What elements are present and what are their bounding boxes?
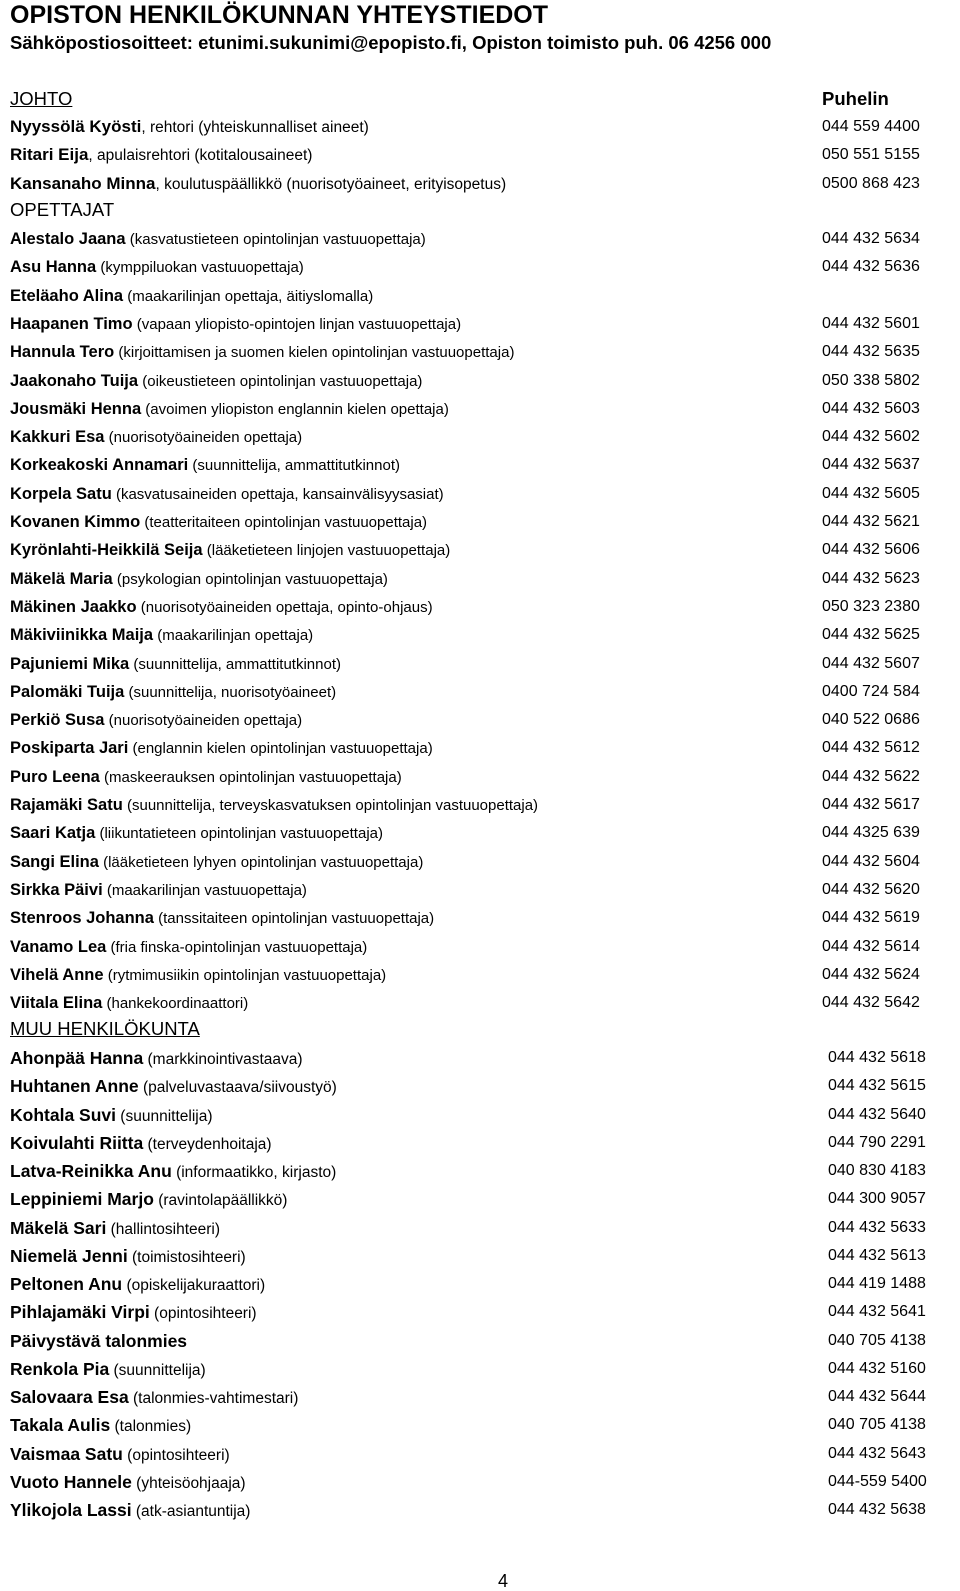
contact-name: Peltonen Anu [10,1274,123,1294]
contact-name: Niemelä Jenni [10,1245,128,1266]
contact-role: (opiskelijakuraattori) [122,1277,266,1294]
contact-phone: 044 432 5642 [822,994,920,1012]
contact-row [10,338,960,366]
contact-role: (suunnittelija) [116,1107,213,1125]
contact-name: Salovaara Esa [10,1387,129,1407]
contact-row [10,989,960,1017]
contact-role: (rytmimusiikin opintolinjan vastuuopettaja) [103,966,387,984]
contact-phone: 044 432 5604 [822,852,920,870]
section-heading-johto: JOHTO [10,88,73,109]
contact-phone: 044 432 5618 [828,1049,926,1066]
contact-name: Alestalo Jaana [10,230,126,248]
contact-row [10,1298,960,1326]
contact-row [10,170,960,198]
contact-row [10,1468,960,1496]
contact-role: (kirjoittamisen ja suomen kielen opintolinjan vastuuopettaja) [114,344,515,362]
contact-name: Vuoto Hannele [10,1471,132,1492]
contact-role: (suunnittelija, terveyskasvatuksen opintolinjan vastuuopettaja) [122,797,539,814]
contact-phone: 044 432 5633 [828,1218,926,1236]
section-heading-muu-henkilokunta: MUU HENKILÖKUNTA [10,1018,200,1039]
contact-role: , koulutuspäällikkö (nuorisotyöaineet, erityisopetus) [155,175,507,193]
contact-phone: 044 419 1488 [828,1275,926,1292]
contact-role: (maakarilinjan opettaja) [153,627,314,645]
contact-row [10,763,960,791]
contact-role: , apulaisrehtori (kotitalousaineet) [88,147,313,165]
contact-role: (tanssitaiteen opintolinjan vastuuopettaja) [153,910,435,928]
contact-role: (vapaan yliopisto-opintojen linjan vastuuopettaja) [132,315,462,333]
contact-name: Hannula Tero [10,343,115,362]
contact-phone: 044 432 5640 [828,1105,926,1123]
contact-name: Palomäki Tuija [10,682,125,701]
contact-phone: 044 432 5602 [822,428,920,446]
contact-phone: 050 338 5802 [822,371,920,389]
contact-role: (nuorisotyöaineiden opettaja, opinto-ohjaus) [136,598,433,616]
contact-row [10,310,960,338]
contact-role: (kymppiluokan vastuuopettaja) [96,259,304,277]
contact-phone: 044 432 5160 [828,1359,926,1377]
phone-column-heading: Puhelin [822,88,889,109]
contact-role: (nuorisotyöaineiden opettaja) [104,429,303,447]
contact-name: Viitala Elina [10,994,103,1013]
contact-row [10,1440,960,1468]
contact-row [10,423,960,451]
contact-role: (palveluvastaava/siivoustyö) [138,1079,337,1097]
contact-role: (lääketieteen lyhyen opintolinjan vastuuopettaja) [98,853,424,871]
contact-role: (oikeustieteen opintolinjan vastuuopettaja) [138,372,423,390]
contact-name: Kovanen Kimmo [10,513,141,531]
contact-row [10,1411,960,1439]
contact-role: (hallintosihteeri) [106,1220,221,1238]
contact-name: Saari Katja [10,824,96,843]
contact-role: (suunnittelija, nuorisotyöaineet) [124,683,337,701]
contact-phone: 044 432 5613 [828,1246,926,1264]
contact-row [10,395,960,423]
contact-role: (yhteisöohjaaja) [131,1474,246,1492]
contact-row [10,1270,960,1298]
contact-phone: 044 432 5607 [822,654,920,672]
contact-name: Mäkinen Jaakko [10,597,137,616]
contact-role: (hankekoordinaattori) [102,995,249,1013]
contact-row [10,876,960,904]
contact-role: (opintosihteeri) [122,1446,230,1464]
document-title: OPISTON HENKILÖKUNNAN YHTEYSTIEDOT [10,1,549,29]
contact-name: Kakkuri Esa [10,428,105,447]
document-subtitle: Sähköpostiosoitteet: etunimi.sukunimi@epopisto.fi, Opiston toimisto puh. 06 4256 000 [10,32,772,53]
contact-phone: 0500 868 423 [822,174,920,192]
contact-name: Vaismaa Satu [10,1443,123,1464]
contact-role: (markkinointivastaava) [143,1051,303,1068]
contact-phone: 044 432 5643 [828,1444,926,1462]
contact-phone: 044 300 9057 [828,1190,926,1208]
contact-role: (suunnittelija, ammattitutkinnot) [188,457,400,475]
contact-row [10,1129,960,1157]
contact-row [10,621,960,649]
contact-name: Vanamo Lea [10,937,107,956]
contact-row [10,819,960,847]
contact-row [10,225,960,253]
page-number: 4 [498,1571,509,1591]
contact-name: Nyyssölä Kyösti [10,117,142,136]
contact-row [10,480,960,508]
contact-name: Koivulahti Riitta [10,1132,144,1153]
contact-role: (suunnittelija, ammattitutkinnot) [129,655,341,673]
contact-phone: 044 432 5615 [828,1077,926,1095]
contact-role: (talonmies-vahtimestari) [128,1390,299,1407]
contact-row [10,1383,960,1411]
contact-role: (teatteritaiteen opintolinjan vastuuopettaja) [140,514,428,531]
contact-role: (atk-asiantuntija) [131,1503,251,1520]
contact-row [10,1101,960,1129]
contact-name: Sangi Elina [10,852,99,871]
contact-name: Mäkelä Maria [10,569,113,588]
contact-phone: 044 432 5641 [828,1303,926,1321]
contact-row [10,933,960,961]
contact-name: Ylikojola Lassi [10,1500,132,1520]
contact-row [10,367,960,395]
contact-phone: 044 432 5614 [822,937,920,955]
contact-phone: 044 432 5637 [822,456,920,474]
contact-role: (lääketieteen linjojen vastuuopettaja) [202,542,451,560]
contact-name: Kohtala Suvi [10,1104,116,1125]
contact-phone: 044 432 5617 [822,796,920,813]
contact-role: (englannin kielen opintolinjan vastuuopettaja) [128,740,433,758]
contact-name: Mäkiviinikka Maija [10,626,154,645]
contact-phone: 044 432 5606 [822,541,920,559]
contact-phone: 044 432 5636 [822,258,920,276]
contact-row [10,734,960,762]
contact-row [10,565,960,593]
contact-phone: 044 432 5605 [822,484,920,502]
contact-row [10,593,960,621]
contact-name: Stenroos Johanna [10,909,154,928]
contact-name: Pihlajamäki Virpi [10,1302,150,1323]
contact-row [10,1157,960,1185]
contact-name: Huhtanen Anne [10,1076,139,1097]
contact-role: (fria finska-opintolinjan vastuuopettaja) [106,938,368,956]
contact-phone: 050 323 2380 [822,597,920,615]
contact-row [10,1327,960,1355]
contact-role: (avoimen yliopiston englannin kielen opettaja) [141,400,449,418]
contact-phone: 044 432 5623 [822,569,920,587]
contact-name: Latva-Reinikka Anu [10,1161,172,1181]
contact-role: (suunnittelija) [109,1361,206,1379]
contact-row [10,706,960,734]
contact-name: Eteläaho Alina [10,286,124,305]
contact-phone: 044 4325 639 [822,824,920,842]
contact-name: Vihelä Anne [10,965,104,984]
contact-row [10,1185,960,1213]
contact-row [10,961,960,989]
contact-role: (ravintolapäällikkö) [153,1192,288,1210]
contact-role: (psykologian opintolinjan vastuuopettaja) [112,570,388,588]
contact-phone: 044 432 5634 [822,230,920,247]
contact-phone: 040 705 4138 [828,1331,926,1349]
contact-phone: 044 432 5638 [828,1501,926,1518]
contact-row [10,791,960,819]
contact-role: (informaatikko, kirjasto) [171,1164,337,1181]
contact-row [10,1072,960,1100]
contact-phone: 044 432 5601 [822,314,920,332]
contact-name: Päivystävä talonmies [10,1330,188,1351]
contact-phone: 050 551 5155 [822,146,920,164]
contact-row [10,282,960,310]
contact-row [10,1242,960,1270]
contact-phone: 044 432 5621 [822,513,920,530]
contact-phone: 044 790 2291 [828,1133,926,1151]
contact-name: Korkeakoski Annamari [10,456,189,475]
contact-phone: 044 432 5624 [822,965,920,983]
contact-name: Leppiniemi Marjo [10,1189,154,1210]
contact-name: Mäkelä Sari [10,1217,107,1238]
contact-name: Korpela Satu [10,484,112,503]
contact-phone: 044 432 5603 [822,399,920,417]
contact-name: Jousmäki Henna [10,399,142,418]
contact-phone: 044 432 5620 [822,880,920,898]
contact-name: Ahonpää Hanna [10,1048,144,1068]
contact-name: Perkiö Susa [10,711,105,730]
contact-name: Rajamäki Satu [10,796,123,814]
contact-role: (maakarilinjan opettaja, äitiyslomalla) [123,287,374,305]
contact-role: (liikuntatieteen opintolinjan vastuuopettaja) [95,825,383,843]
contact-name: Takala Aulis [10,1415,111,1436]
section-heading-opettajat: OPETTAJAT [10,199,115,220]
contact-row [10,536,960,564]
contact-name: Renkola Pia [10,1358,110,1379]
contact-role: (kasvatustieteen opintolinjan vastuuopettaja) [125,231,426,248]
contact-row [10,904,960,932]
contact-phone: 044-559 5400 [828,1472,927,1490]
contact-name: Haapanen Timo [10,314,133,333]
contact-role: (kasvatusaineiden opettaja, kansainvälisyysasiat) [111,485,444,503]
contact-row [10,678,960,706]
contact-role: (toimistosihteeri) [127,1248,246,1266]
contact-name: Pajuniemi Mika [10,654,130,673]
contact-row [10,1214,960,1242]
contact-role: (opintosihteeri) [149,1305,257,1323]
contact-phone: 040 522 0686 [822,711,920,729]
contact-phone: 044 432 5625 [822,626,920,644]
contact-row [10,1044,960,1072]
contact-role: (talonmies) [110,1418,192,1436]
contact-role: (terveydenhoitaja) [143,1135,272,1153]
contact-row [10,113,960,141]
contact-row [10,451,960,479]
contact-name: Kansanaho Minna [10,173,156,193]
contact-row [10,141,960,169]
contact-phone: 0400 724 584 [822,682,920,700]
contact-row [10,253,960,281]
contact-phone: 044 432 5612 [822,739,920,757]
contact-name: Puro Leena [10,767,100,786]
contact-row [10,848,960,876]
contact-name: Sirkka Päivi [10,880,103,899]
contact-phone: 044 432 5619 [822,909,920,927]
contact-name: Ritari Eija [10,145,89,165]
contact-phone: 040 705 4138 [828,1416,926,1434]
contact-row [10,508,960,536]
contact-name: Poskiparta Jari [10,739,129,758]
contact-name: Asu Hanna [10,258,97,277]
contact-phone: 040 830 4183 [828,1162,926,1179]
contact-row [10,1496,960,1524]
contact-name: Jaakonaho Tuija [10,371,139,390]
contact-role: (maskeerauksen opintolinjan vastuuopettaja) [99,768,402,786]
contact-row [10,650,960,678]
contact-phone: 044 432 5622 [822,767,920,785]
contact-phone: 044 432 5635 [822,343,920,361]
contact-phone: 044 559 4400 [822,118,920,135]
contact-role: , rehtori (yhteiskunnalliset aineet) [141,119,369,136]
contact-role: (maakarilinjan vastuuopettaja) [102,881,307,899]
contact-role: (nuorisotyöaineiden opettaja) [104,712,303,730]
contact-phone: 044 432 5644 [828,1388,926,1405]
contact-row [10,1355,960,1383]
contact-name: Kyrönlahti-Heikkilä Seija [10,541,203,560]
